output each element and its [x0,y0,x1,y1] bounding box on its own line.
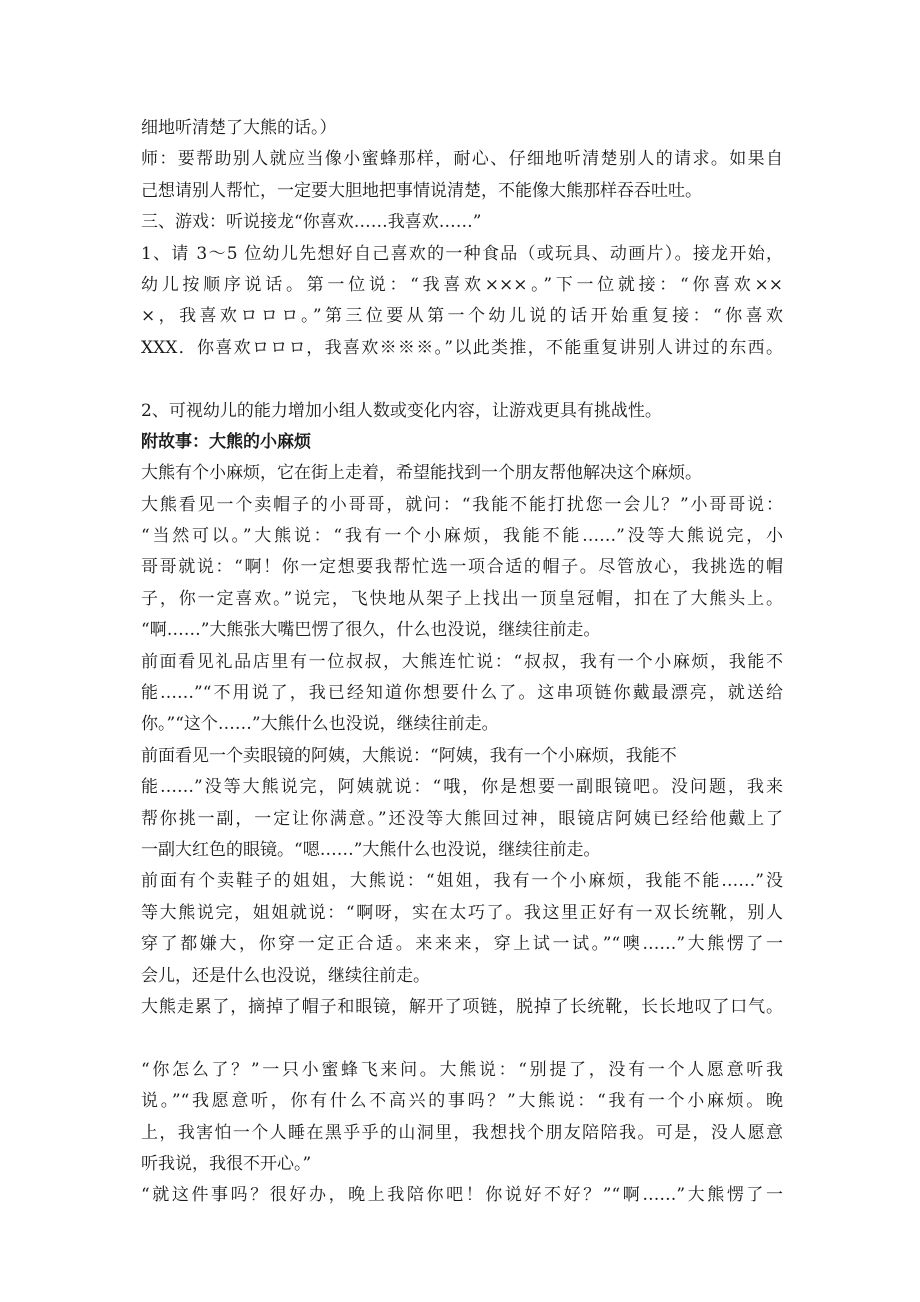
text-line: 大熊看见一个卖帽子的小哥哥，就问：“我能不能打扰您一会儿？”小哥哥说： [141,494,783,515]
text-line: 大熊有个小麻烦，它在街上走着，希望能找到一个朋友帮他解决这个麻烦。 [141,463,702,484]
text-line: 一副大红色的眼镜。“嗯……”大熊什么也没说，继续往前走。 [141,839,601,860]
text-line: 大熊走累了，摘掉了帽子和眼镜，解开了项链，脱掉了长统靴，长长地叹了口气。 [141,996,783,1017]
text-line: 前面看见一个卖眼镜的阿姨，大熊说：“阿姨，我有一个小麻烦，我能不 [141,745,677,766]
text-line: ×，我喜欢ロロロ。”第三位要从第一个幼儿说的话开始重复接：“你喜欢 [141,306,783,327]
document-page [141,113,783,1212]
text-line: 师：要帮助别人就应当像小蜜蜂那样，耐心、仔细地听清楚别人的请求。如果自 [141,149,783,170]
text-line: 前面看见礼品店里有一位叔叔，大熊连忙说：“叔叔，我有一个小麻烦，我能不 [141,651,783,672]
text-line: 会儿，还是什么也没说，继续往前走。 [141,965,430,986]
text-line: 细地听清楚了大熊的话。） [141,118,337,138]
story-title: 附故事：大熊的小麻烦 [141,431,311,452]
text-line: 你。”“这个……”大熊什么也没说，继续往前走。 [141,714,499,735]
text-line: 子，你一定喜欢。”说完，飞快地从架子上找出一顶皇冠帽，扣在了大熊头上。 [141,588,783,609]
text-line: “就这件事吗？很好办，晚上我陪你吧！你说好不好？”“啊……”大熊愣了一 [141,1185,783,1206]
text-line: 幼儿按顺序说话。第一位说：“我喜欢×××。”下一位就接：“你喜欢×× [141,274,783,295]
text-line: 穿了都嫌大，你穿一定正合适。来来来，穿上试一试。”“噢……”大熊愣了一 [141,934,783,955]
text-line: 帮你挑一副，一定让你满意。”还没等大熊回过神，眼镜店阿姨已经给他戴上了 [141,808,783,829]
text-line: 说。”“我愿意听，你有什么不高兴的事吗？”大熊说：“我有一个小麻烦。晚 [141,1091,783,1112]
text-line: “当然可以。”大熊说：“我有一个小麻烦，我能不能……”没等大熊说完，小 [141,526,783,547]
text-line: 上，我害怕一个人睡在黑乎乎的山洞里，我想找个朋友陪陪我。可是，没人愿意 [141,1122,783,1143]
text-line: 听我说，我很不开心。” [141,1153,312,1174]
text-line: “啊……”大熊张大嘴巴愣了很久，什么也没说，继续往前走。 [141,620,601,641]
blank-line [141,1023,783,1054]
blank-line [141,364,783,395]
text-line: 哥哥就说：“啊！你一定想要我帮忙选一项合适的帽子。尽管放心，我挑选的帽 [141,557,783,578]
text-line: 能……”“不用说了，我已经知道你想要什么了。这串项链你戴最漂亮，就送给 [141,683,783,704]
text-line: 等大熊说完，姐姐就说：“啊呀，实在太巧了。我这里正好有一双长统靴，别人 [141,902,783,923]
text-line: 2、可视幼儿的能力增加小组人数或变化内容，让游戏更具有挑战性。 [141,400,662,421]
text-line: 前面有个卖鞋子的姐姐，大熊说：“姐姐，我有一个小麻烦，我能不能……”没 [141,871,783,892]
text-line: 己想请别人帮忙，一定要大胆地把事情说清楚，不能像大熊那样吞吞吐吐。 [141,180,702,201]
text-line: 能……”没等大熊说完，阿姨就说：“哦，你是想要一副眼镜吧。没问题，我来 [141,777,783,798]
text-line: XXX．你喜欢ロロロ，我喜欢※※※。”以此类推，不能重复讲别人讲过的东西。 [141,337,783,358]
text-line: “你怎么了？”一只小蜜蜂飞来问。大熊说：“别提了，没有一个人愿意听我 [141,1059,783,1080]
text-line: 1、请 3～5 位幼儿先想好自己喜欢的一种食品（或玩具、动画片）。接龙开始， [141,243,783,264]
section-heading-game: 三、游戏：听说接龙“你喜欢……我喜欢……” [141,212,482,233]
